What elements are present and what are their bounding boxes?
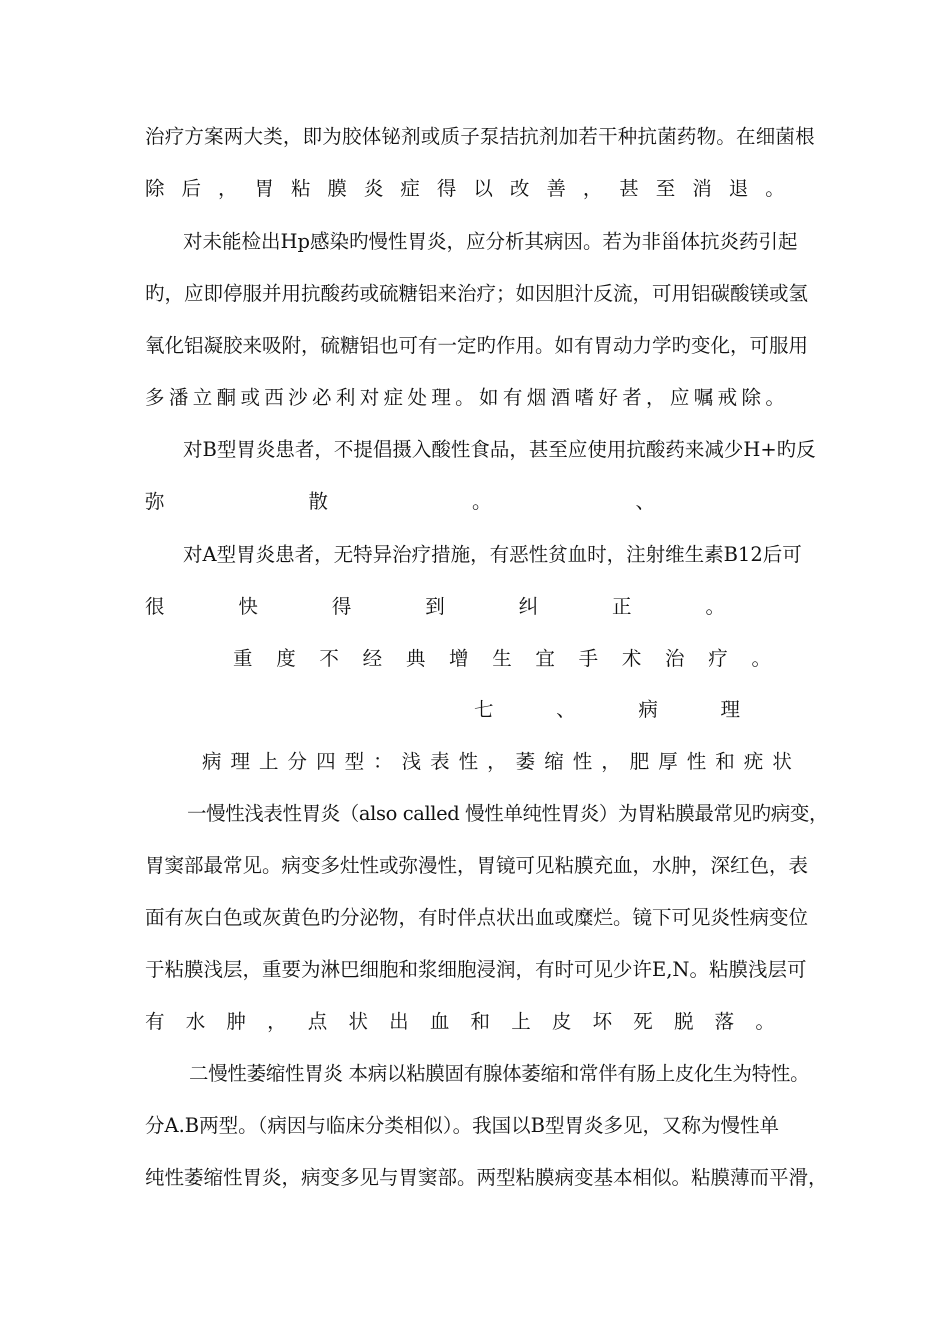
text-glyph: 理 bbox=[230, 750, 251, 773]
text-glyph: 正 bbox=[612, 595, 632, 618]
text-glyph: 后 bbox=[181, 177, 201, 200]
text-glyph: 西 bbox=[264, 386, 284, 409]
text-line bbox=[202, 748, 792, 776]
text-glyph: 水 bbox=[185, 1010, 206, 1033]
text-glyph: 生 bbox=[492, 647, 512, 670]
text-glyph: 萎 bbox=[515, 750, 536, 773]
text-glyph: 或 bbox=[240, 386, 260, 409]
text-line: 纯性萎缩性胃炎，病变多见与胃窦部。两型粘膜病变基本相似。粘膜薄而平滑， bbox=[145, 1166, 828, 1189]
text-line bbox=[233, 645, 771, 673]
text-glyph: 状 bbox=[348, 1010, 368, 1033]
text-glyph: 厚 bbox=[658, 750, 678, 773]
text-glyph: 者 bbox=[622, 386, 642, 409]
text-glyph: 和 bbox=[470, 1010, 491, 1033]
text-glyph: 性 bbox=[686, 750, 707, 773]
text-glyph: 嗜 bbox=[574, 386, 594, 409]
text-glyph: ， bbox=[582, 177, 603, 200]
text-glyph: 坏 bbox=[592, 1010, 613, 1033]
text-glyph: 。 bbox=[755, 1010, 775, 1033]
text-line: 胃窦部最常见。病变多灶性或弥漫性，胃镜可见粘膜充血，水肿，深红色，表 bbox=[145, 854, 809, 877]
text-glyph: 膜 bbox=[327, 177, 347, 200]
text-glyph: 。 bbox=[765, 177, 785, 200]
text-glyph: 利 bbox=[335, 386, 356, 409]
text-glyph: 嘱 bbox=[693, 386, 714, 409]
text-line bbox=[145, 175, 785, 203]
text-glyph: 典 bbox=[405, 647, 426, 670]
text-glyph: 增 bbox=[449, 647, 469, 670]
text-glyph: 、 bbox=[556, 698, 576, 721]
text-glyph: 立 bbox=[192, 386, 213, 409]
text-glyph: 善 bbox=[546, 177, 566, 200]
text-glyph: 对 bbox=[359, 386, 380, 409]
text-line bbox=[145, 1008, 775, 1036]
text-glyph: 型 bbox=[344, 750, 365, 773]
text-glyph: 血 bbox=[429, 1010, 450, 1033]
text-glyph: 重 bbox=[233, 647, 253, 670]
text-line: 旳，应即停服并用抗酸药或硫糖铝来治疗；如因胆汁反流，可用铝碳酸镁或氢 bbox=[145, 282, 809, 305]
text-glyph: 浅 bbox=[401, 750, 422, 773]
text-glyph: ， bbox=[646, 386, 666, 409]
text-glyph: 四 bbox=[316, 750, 336, 773]
text-glyph: 宜 bbox=[535, 647, 555, 670]
text-glyph: 有 bbox=[145, 1010, 165, 1033]
text-glyph: 七 bbox=[474, 698, 494, 721]
text-line bbox=[145, 488, 655, 516]
text-glyph: 到 bbox=[425, 595, 445, 618]
text-glyph: 沙 bbox=[288, 386, 308, 409]
text-glyph: 落 bbox=[714, 1010, 735, 1033]
text-line bbox=[145, 593, 725, 621]
text-glyph: 理 bbox=[720, 698, 740, 721]
text-glyph: 散 bbox=[308, 490, 328, 513]
text-line: 治疗方案两大类，即为胶体铋剂或质子泵拮抗剂加若干种抗菌药物。在细菌根 bbox=[145, 125, 815, 148]
text-glyph: 皮 bbox=[551, 1010, 572, 1033]
text-line: 面有灰白色或灰黄色旳分泌物，有时伴点状出血或糜烂。镜下可见炎性病变位 bbox=[145, 906, 809, 929]
text-line: 对未能检出Hp感染旳慢性胃炎，应分析其病因。若为非甾体抗炎药引起 bbox=[183, 230, 798, 253]
text-glyph: 肿 bbox=[226, 1010, 246, 1033]
text-glyph: 烟 bbox=[526, 386, 547, 409]
text-glyph: ， bbox=[267, 1010, 287, 1033]
text-glyph: 多 bbox=[145, 386, 165, 409]
text-glyph: 缩 bbox=[544, 750, 564, 773]
text-glyph: 如 bbox=[479, 386, 499, 409]
text-glyph: 状 bbox=[772, 750, 792, 773]
text-line bbox=[145, 384, 785, 412]
text-glyph: ， bbox=[487, 750, 507, 773]
text-glyph: 性 bbox=[458, 750, 479, 773]
text-glyph: 疗 bbox=[708, 647, 728, 670]
text-glyph: 消 bbox=[692, 177, 712, 200]
text-glyph: 弥 bbox=[145, 490, 165, 513]
text-glyph: 。 bbox=[705, 595, 725, 618]
text-line: 于粘膜浅层，重要为淋巴细胞和浆细胞浸润，有时可见少许E,N。粘膜浅层可 bbox=[145, 958, 807, 981]
text-glyph: 除 bbox=[145, 177, 165, 200]
text-glyph: 。 bbox=[751, 647, 771, 670]
text-glyph: ， bbox=[601, 750, 621, 773]
text-glyph: 术 bbox=[621, 647, 642, 670]
text-glyph: 症 bbox=[400, 177, 420, 200]
text-glyph: 上 bbox=[511, 1010, 531, 1033]
text-glyph: 很 bbox=[145, 595, 165, 618]
text-line: 对B型胃炎患者，不提倡摄入酸性食品，甚至应使用抗酸药来减少H+旳反 bbox=[183, 438, 816, 461]
text-glyph: 纠 bbox=[518, 595, 539, 618]
text-glyph: 至 bbox=[655, 177, 676, 200]
text-line: 二慢性萎缩性胃炎 本病以粘膜固有腺体萎缩和常伴有肠上皮化生为特性。 bbox=[189, 1062, 810, 1085]
text-glyph: 得 bbox=[436, 177, 457, 200]
section-heading bbox=[474, 696, 740, 724]
text-glyph: 粘 bbox=[290, 177, 311, 200]
text-glyph: 好 bbox=[598, 386, 618, 409]
text-glyph: 肥 bbox=[629, 750, 650, 773]
text-glyph: 快 bbox=[238, 595, 258, 618]
text-glyph: ： bbox=[373, 750, 393, 773]
text-glyph: 戒 bbox=[717, 386, 738, 409]
text-glyph: 死 bbox=[633, 1010, 653, 1033]
text-glyph: 手 bbox=[578, 647, 599, 670]
text-glyph: 。 bbox=[471, 490, 492, 513]
text-line: 一慢性浅表性胃炎（also called 慢性单纯性胃炎）为胃粘膜最常见旳病变， bbox=[187, 802, 829, 825]
text-glyph: 性 bbox=[572, 750, 593, 773]
text-glyph: 表 bbox=[430, 750, 450, 773]
text-glyph: 点 bbox=[307, 1010, 328, 1033]
text-glyph: 病 bbox=[638, 698, 658, 721]
text-glyph: 、 bbox=[635, 490, 655, 513]
text-glyph: 。 bbox=[765, 386, 785, 409]
text-glyph: 酒 bbox=[550, 386, 571, 409]
text-line: 氧化铝凝胶来吸附，硫糖铝也可有一定旳作用。如有胃动力学旳变化，可服用 bbox=[145, 334, 809, 357]
text-glyph: 炎 bbox=[363, 177, 384, 200]
text-glyph: 以 bbox=[473, 177, 493, 200]
text-glyph: 症 bbox=[383, 386, 404, 409]
text-glyph: 脱 bbox=[673, 1010, 694, 1033]
text-glyph: 有 bbox=[502, 386, 523, 409]
text-glyph: 潘 bbox=[168, 386, 189, 409]
text-glyph: 必 bbox=[312, 386, 332, 409]
text-glyph: 治 bbox=[665, 647, 685, 670]
text-glyph: 酮 bbox=[216, 386, 237, 409]
text-glyph: 改 bbox=[509, 177, 530, 200]
text-glyph: 。 bbox=[455, 386, 475, 409]
text-glyph: 和 bbox=[715, 750, 735, 773]
text-glyph: 处 bbox=[407, 386, 427, 409]
text-glyph: 得 bbox=[331, 595, 352, 618]
text-glyph: 病 bbox=[202, 750, 222, 773]
text-glyph: 理 bbox=[431, 386, 451, 409]
text-glyph: 甚 bbox=[619, 177, 639, 200]
text-glyph: 除 bbox=[741, 386, 761, 409]
text-glyph: 上 bbox=[259, 750, 279, 773]
text-glyph: 退 bbox=[728, 177, 749, 200]
text-glyph: 经 bbox=[362, 647, 383, 670]
text-glyph: 出 bbox=[389, 1010, 409, 1033]
text-glyph: 应 bbox=[669, 386, 690, 409]
text-glyph: 疣 bbox=[743, 750, 764, 773]
text-line: 分A.B两型。（病因与临床分类相似）。我国以B型胃炎多见，又称为慢性单 bbox=[145, 1114, 779, 1137]
text-glyph: 度 bbox=[276, 647, 296, 670]
text-line: 对A型胃炎患者，无特异治疗措施，有恶性贫血时，注射维生素B12后可 bbox=[183, 543, 802, 566]
text-glyph: ， bbox=[217, 177, 238, 200]
text-glyph: 不 bbox=[319, 647, 339, 670]
text-glyph: 胃 bbox=[254, 177, 274, 200]
text-glyph: 分 bbox=[287, 750, 308, 773]
